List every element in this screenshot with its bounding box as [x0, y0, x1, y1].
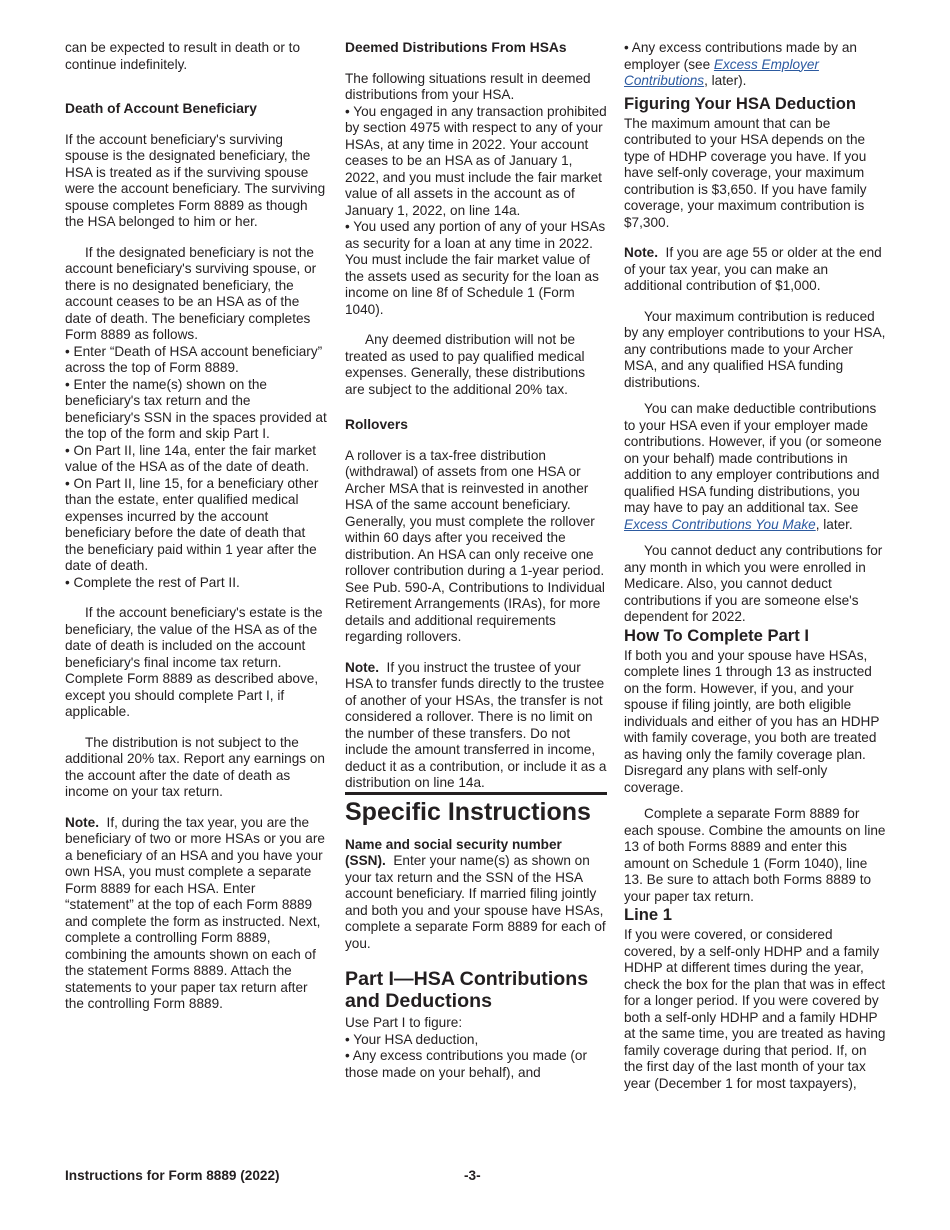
note — [624, 245, 886, 295]
list-item: • Enter “Death of HSA account beneficiary” across the top of Form 8889. — [65, 344, 327, 377]
list-item: • Any excess contributions you made (or those made on your behalf), and — [345, 1048, 607, 1081]
note — [65, 815, 327, 1013]
note-text: If you instruct the trustee of your HSA to transfer funds directly to the trustee of another of your HSAs, the transfer is not considered a rollover. There is no limit on the number of these transfers. Do not include the amount transferred in income, deduct it as a contribution, or include it as a distribution on line 14a. — [345, 659, 607, 790]
paragraph-text: You can make deductible contributions to your HSA even if your employer made contributions. However, if you (or someone on your behalf) made contributions in addition to any employer contributions and qualified HSA funding distributions, you may have to pay an additional tax. See — [624, 401, 882, 515]
paragraph: Use Part I to figure: — [345, 1015, 463, 1030]
list-item: • Enter the name(s) shown on the beneficiary's tax return and the beneficiary's SSN in the spaces provided at the top of the form and skip Part I. — [65, 377, 327, 443]
paragraph: The distribution is not subject to the additional 20% tax. Report any earnings on the account after the date of death as income on your tax return. — [65, 734, 325, 799]
note-label: Note. — [345, 659, 379, 675]
link-excess-contributions-you-make[interactable]: Excess Contributions You Make — [624, 516, 816, 532]
list-item: • You used any portion of any of your HSAs as security for a loan at any time in 2022. You must include the fair market value of the assets used as security for the loan as income on line 8f of Schedule 1 (Form 1040). — [345, 219, 607, 318]
heading-rollovers: Rollovers — [345, 417, 408, 432]
name-ssn-label: Name and social security number (SSN). — [345, 836, 562, 868]
heading-how-to-complete: How To Complete Part I — [624, 625, 810, 645]
paragraph: The maximum amount that can be contributed to your HSA depends on the type of HDHP coverage you have. If you have self-only coverage, your maximum contribution is $3,650. If you have family coverage, your maximum contribution is $7,300. — [624, 115, 867, 230]
paragraph: If both you and your spouse have HSAs, complete lines 1 through 13 as instructed on the form. However, if you, and your spouse if filing jointly, are both eligible individuals and either of you has an HDHP with family coverage, you both are treated as having only the family coverage plan. Disregard any plans with self-only coverage. — [624, 647, 880, 795]
page-number: -3- — [464, 1168, 481, 1183]
list-item-text: , later). — [704, 73, 747, 88]
paragraph: If the account beneficiary's estate is the beneficiary, the value of the HSA as of the date of death is included on the account beneficiary's final income tax return. Complete Form 8889 as described above, except you should complete Part I, if applicable. — [65, 605, 323, 719]
paragraph: can be expected to result in death or to continue indefinitely. — [65, 40, 301, 72]
paragraph: If the account beneficiary's surviving spouse is the designated beneficiary, the HSA is treated as if the surviving spouse were the account beneficiary. The surviving spouse completes Form 8889 as though the HSA belonged to him or her. — [65, 131, 326, 229]
footer-title: Instructions for Form 8889 (2022) — [65, 1168, 280, 1183]
paragraph: A rollover is a tax-free distribution (withdrawal) of assets from one HSA or Archer MSA that is reinvested in another HSA of the same account beneficiary. Generally, you must complete the rollover within 60 days after you received the distribution. An HSA can only receive one rollover contribution during a 1-year period. See Pub. 590-A, Contributions to Individual Retirement Arrangements (IRAs), for more details and additional requirements regarding rollovers. — [345, 447, 605, 644]
list-item — [624, 40, 886, 90]
note — [345, 660, 607, 792]
list-item-text: Any excess contributions made by an employer (see — [624, 40, 857, 72]
heading-death-of-beneficiary: Death of Account Beneficiary — [65, 101, 257, 116]
link-excess-employer-contributions[interactable]: Excess Employer Contributions — [624, 56, 819, 88]
note-text: If you are age 55 or older at the end of your tax year, you can make an additional contribution of $1,000. — [624, 245, 882, 293]
note-text: If, during the tax year, you are the beneficiary of two or more HSAs or you are a beneficiary of an HSA and you have your own HSA, you must complete a separate Form 8889 for each HSA. Enter “statement” at the top of each Form 8889 and complete the form as instructed. Next, complete a controlling Form 8889, combining the amounts shown on each of the statement Forms 8889. Attach the statements to your paper tax return after the controlling Form 8889. — [65, 814, 325, 1011]
note-label: Note. — [624, 245, 658, 260]
paragraph: Any deemed distribution will not be treated as used to pay qualified medical expenses. Generally, these distributions are subject to the additional 20% tax. — [345, 332, 586, 397]
list-item: • On Part II, line 14a, enter the fair market value of the HSA as of the date of death. — [65, 443, 327, 476]
name-ssn-text: Enter your name(s) as shown on your tax return and the SSN of the HSA account beneficiary. If married filing jointly and both you and your spouse have HSAs, complete a separate Form 8889 for each of you. — [345, 853, 606, 951]
paragraph: You cannot deduct any contributions for any month in which you were enrolled in Medicare. Also, you cannot deduct contributions if you are someone else's dependent for 2022. — [624, 543, 883, 624]
heading-part-1: Part I—HSA Contributions and Deductions — [345, 968, 589, 1012]
paragraph: Complete a separate Form 8889 for each spouse. Combine the amounts on line 13 of both Forms 8889 and enter this amount on Schedule 1 (Form 1040), line 13. Be sure to attach both Forms 8889 to your paper tax return. — [624, 806, 886, 904]
paragraph: If the designated beneficiary is not the account beneficiary's surviving spouse, or there is no designated beneficiary, the account ceases to be an HSA as of the date of death. The beneficiary completes Form 8889 as follows. — [65, 244, 317, 342]
paragraph: If you were covered, or considered covered, by a self-only HDHP and a family HDHP at different times during the year, check the box for the plan that was in effect for a longer period. If you were covered by both a self-only HDHP and a family HDHP at the same time, you are treated as having family coverage during that period. If, on the first day of the last month of your tax year (December 1 for most taxpayers), — [624, 927, 886, 1091]
paragraph-text: , later. — [815, 516, 853, 532]
heading-line-1: Line 1 — [624, 905, 672, 924]
heading-deemed-distributions: Deemed Distributions From HSAs — [345, 40, 567, 55]
name-ssn-paragraph — [345, 837, 607, 953]
column-2 — [345, 40, 607, 1081]
list-item: • On Part II, line 15, for a beneficiary other than the estate, enter qualified medical expenses incurred by the account beneficiary before the date of death that the beneficiary paid within 1 year after the date of death. — [65, 476, 327, 575]
note-label: Note. — [65, 814, 99, 830]
list-item: • You engaged in any transaction prohibited by section 4975 with respect to any of your HSAs, at any time in 2022. Your account ceases to be an HSA as of January 1, 2022, and you must include the fair market value of all assets in the account as of January 1, 2022, on line 14a. — [345, 104, 607, 220]
paragraph: The following situations result in deemed distributions from your HSA. — [345, 70, 591, 102]
paragraph: Your maximum contribution is reduced by any employer contributions to your HSA, any contributions made to your Archer MSA, and any qualified HSA funding distributions. — [624, 308, 886, 390]
column-3 — [624, 40, 886, 1092]
list-item: • Your HSA deduction, — [345, 1032, 607, 1049]
paragraph — [624, 401, 886, 533]
list-item: • Complete the rest of Part II. — [65, 575, 327, 592]
column-1 — [65, 40, 327, 1013]
heading-figuring-deduction: Figuring Your HSA Deduction — [624, 93, 856, 113]
heading-specific-instructions: Specific Instructions — [345, 792, 607, 827]
